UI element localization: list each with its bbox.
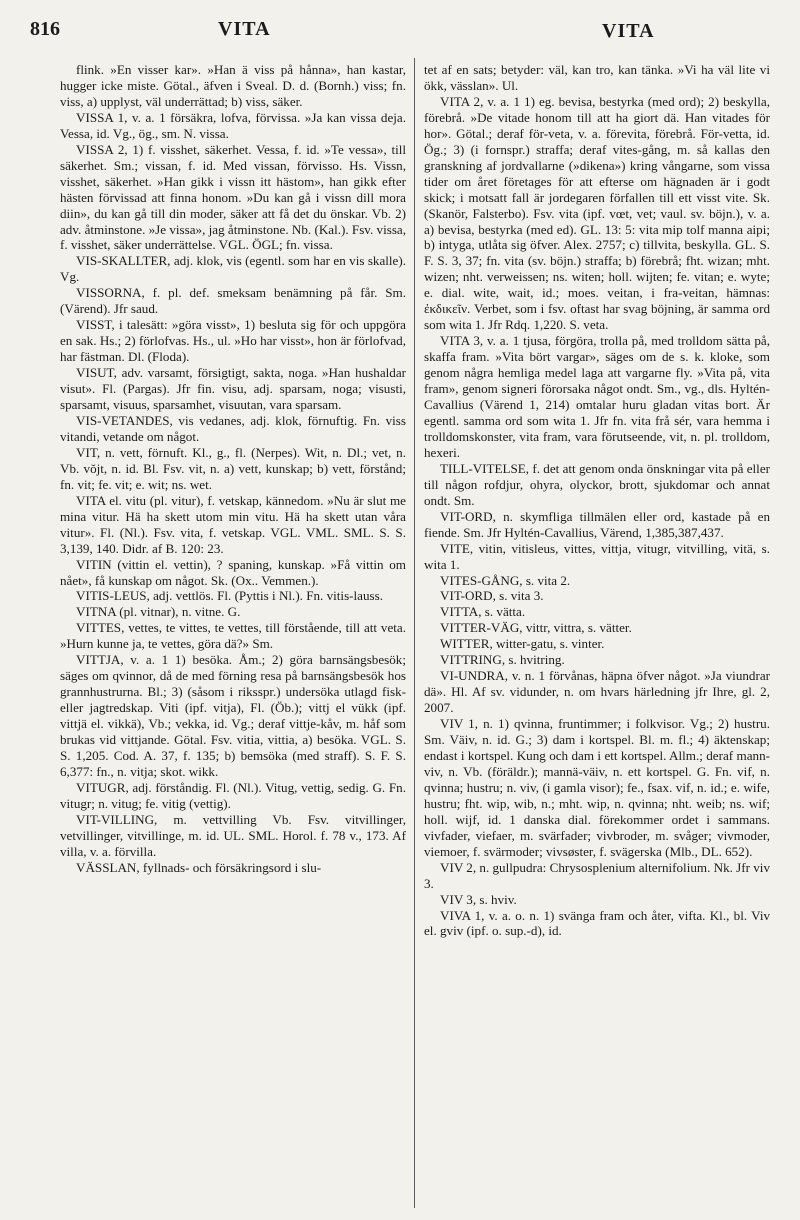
page-header xyxy=(30,14,770,48)
entry-viva-1: VIVA 1, v. a. o. n. 1) svänga fram och åter, vifta. Kl., bl. Viv el. gviv (ipf. o. sup.-d), id. xyxy=(424,907,770,939)
entry-vi-undra: VI-UNDRA, v. n. 1 förvånas, häpna öfver något. »Ja viundrar dä». Hl. Af sv. vidunder, n. om hvars härledning jfr Ihre, gl. 2, 2007. xyxy=(424,668,770,716)
running-head-left: VITA xyxy=(218,18,271,40)
entry-viv-2: VIV 2, n. gullpudra: Chrysosplenium alternifolium. Nk. Jfr viv 3. xyxy=(424,859,770,891)
entry-vit: VIT, n. vett, förnuft. Kl., g., fl. (Nerpes). Wit, n. Dl.; vet, n. Vb. vŏjt, n. id. Bl. Fsv. vit, n. a) vett, kunskap; b) vett, förstånd; fn. vit; fe. vit; e. wit; ns. wet. xyxy=(60,444,406,492)
entry-vitin: VITIN (vittin el. vettin), ? spaning, kunskap. »Få vittin om nået», få kunskap om något. Sk. (Ox.. Vemmen.). xyxy=(60,556,406,588)
running-head-right: VITA xyxy=(602,20,655,42)
entry-vita-3: VITA 3, v. a. 1 tjusa, förgöra, trolla på, med trolldom sätta på, skaffa fram. »Vita bört vargar», säges om de s. k. kloke, som genom några hemliga medel laga att vargarne fly. »Vita på, vita fram», genom signeri förorsaka något ondt. Sm., vg., dls. Hyltén-Cavallius (Värend 1, 214) omtalar huru gladan vitas bort. Är egentl. samma ord som wita 1. Jfr fn. vita frå sér, vara hemma i trolldomskonster, vita fram, vara förutseende, vit, n. pl. trolldom, hexeri. xyxy=(424,333,770,460)
entry-vit-villing: VIT-VILLING, m. vettvilling Vb. Fsv. vitvillinger, vetvillinger, vitvillinge, m. id. UL. SML. Horol. f. 78 v., 173. Af villa, v. a. förvilla. xyxy=(60,811,406,859)
entry-vita: VITA el. vitu (pl. vitur), f. vetskap, kännedom. »Nu är slut me mina vitur. Hä ha skett utom min vitu. Hä ha skett utan våra vitur». Fl. (Nl.). Fsv. vita, f. vetskap. VGL. VML. SML. S. S. 3,139, 140. Didr. af B. 120: 23. xyxy=(60,492,406,556)
entry-vita-2: VITA 2, v. a. 1 1) eg. bevisa, bestyrka (med ord); 2) beskylla, förebrå. »De vitade honom till att ha giort dä. Han vitades för hor». Götal.; deraf för-veta, v. a. förevita, förebrå. För-vetta, id. Ög.; 3) (i fornspr.) straffa; deraf vites-gång, m. så kallas den granskning af jordvallarne (»dikena») kring vångarne, som vissa tider om året företages för att efterse om hägnaden är i godt skick; i motsatt fall är jordegaren förfallen till ett visst vite. Sk. (Skanör, Falsterbo). Fsv. vita (ipf. vœt, vet; vaul. sv. böjn.), v. a. a) bevisa, bestyrka (med ed). GL. 13: 5: vita mip tolf manna aipi; b) intyga, utlåta sig öfver. Alex. 2757; c) tillvita, beskylla. GL. S. F. S. 3, 37; fn. vita (sv. böjn.) straffa; b) förebrå; fht. wizan; mht. wizen; nht. verweissen; ns. witen; holl. wijten; fe. vitan; e. wyte; e. dial. wite, wait, id.; moes. veitan, i fra-veitan, hämnas: ἐκδικεῖν. Verbet, som i fsv. oftast har svag böjning, är samma ord som wita 1. Jfr Rdq. 1,220. S. veta. xyxy=(424,93,770,333)
entry-vittring: VITTRING, s. hvitring. xyxy=(440,652,565,668)
entry-vite: VITE, vitin, vitisleus, vittes, vittja, vitugr, vitvilling, vitä, s. wita 1. xyxy=(424,540,770,572)
entry-vitugr: VITUGR, adj. förståndig. Fl. (Nl.). Vitug, vettig, sedig. G. Fn. vitugr; n. vitug; fe. vitig (vettig). xyxy=(60,779,406,811)
entry-vitis-leus: VITIS-LEUS, adj. vettlös. Fl. (Pyttis i Nl.). Fn. vitis-lauss. xyxy=(76,588,383,604)
entry-vis-vetandes: VIS-VETANDES, vis vedanes, adj. klok, förnuftig. Fn. viss vitandi, vetande om något. xyxy=(60,412,406,444)
entry-vitna: VITNA (pl. vitnar), n. vitne. G. xyxy=(76,604,241,620)
entry-vissa-2: VISSA 2, 1) f. visshet, säkerhet. Vessa, f. id. »Te vessa», till säkerhet. Sm.; vissan, f. id. Med vissan, förvisso. Hs. Vissn, visshet, säkerhet. »Han gikk i vissn itt hästom», han gikk efter hästen förvissad att finna honom. »Du kan gå i vissn dill mora diin», du kan gå till din moder, säker att få det du önskar. Vb. 2) adv. åtminstone. »Je vissa», jag åtminstone. Nb. (Kal.). Fsv. vissa, f. visshet, säker underrättelse. VGL. ÖGL; fn. vissa. xyxy=(60,141,406,253)
entry-vissorna: VISSORNA, f. pl. def. smeksam benämning på får. Sm. (Värend). Jfr saud. xyxy=(60,285,406,317)
entry-vittja: VITTJA, v. a. 1 1) besöka. Åm.; 2) göra barnsängsbesök; säges om qvinnor, då de med förning resa på barnsängsbesök hos grannhustrurna. Bl.; 3) (såsom i riksspr.) undersöka utlagd fisk- eller jagtredskap. Viti (ipf. vitja), Fl. (Öb.); vittj el vükk (ipf. vittjä el. vikkä), Vb.; vekka, id. Vg.; deraf vittje-kåv, m. håf som brukas vid vittjande. Götal. Fsv. vitia, vittia, a) besöka. VGL. S. S. 1,205. Cod. A. 37, f. 135; b) bemsöka (med straff). S. F. S. 6,377: fn., n. vitja; skot. wikk. xyxy=(60,652,406,779)
right-column xyxy=(424,62,770,1212)
entry-vit-ord: VIT-ORD, n. skymfliga tillmälen eller ord, kastade på en fiende. Sm. Jfr Hyltén-Cavallius, Värend, 1,385,387,437. xyxy=(424,508,770,540)
left-column xyxy=(60,62,406,1212)
entry-vasslan-cont: tet af en sats; betyder: väl, kan tro, kan tänka. »Vi ha väl lite vi ökk, vässlan». Ul. xyxy=(424,62,770,93)
entry-viv-3: VIV 3, s. hviv. xyxy=(440,891,517,907)
entry-vitta: VITTA, s. vätta. xyxy=(440,604,526,620)
entry-vit-ord-ref: VIT-ORD, s. vita 3. xyxy=(440,588,544,604)
entry-till-vitelse: TILL-VITELSE, f. det att genom onda önskningar vita på eller till någon rofdjur, ohyra, olyckor, brott, sjukdomar och annat ondt. Sm. xyxy=(424,460,770,508)
entry-witter: WITTER, witter-gatu, s. vinter. xyxy=(440,636,605,652)
entry-vites-gang: VITES-GÅNG, s. vita 2. xyxy=(440,572,571,588)
entry-vittes: VITTES, vettes, te vittes, te vettes, till förstående, till att veta. »Hurn kunne ja, te vettes, göra dä?» Sm. xyxy=(60,620,406,652)
entry-vissa-1: VISSA 1, v. a. 1 försäkra, lofva, förvissa. »Ja kan vissa deja. Vessa, id. Vg., ög., sm. N. vissa. xyxy=(60,109,406,141)
entry-flink: flink. »En visser kar». »Han ä viss på hånna», han kastar, hugger icke miste. Götal., äfven i Sveal. D. d. (Bornh.) viss; fn. viss, a) upplyst, väl underrättad; b) viss, säker. xyxy=(60,62,406,109)
page-number: 816 xyxy=(30,18,60,40)
entry-vasslan: VÄSSLAN, fyllnads- och försäkringsord i slu- xyxy=(76,859,322,875)
column-divider xyxy=(414,58,415,1208)
entry-visut: VISUT, adv. varsamt, försigtigt, sakta, noga. »Han hushaldar visut». Fl. (Pargas). Jfr fin. visu, adj. sparsam, noga; visusti, sparsamt, visuus, sparsamhet, visuutan, vara sparsam. xyxy=(60,365,406,413)
entry-visst: VISST, i talesätt: »göra visst», 1) besluta sig för och uppgöra en sak. Hs.; 2) förlofvas. Hs., ul. »Ho har visst», hon är förlofvad, har fästman. Dl. (Floda). xyxy=(60,317,406,365)
entry-vitter-vag: VITTER-VÄG, vittr, vittra, s. vätter. xyxy=(440,620,632,636)
entry-vis-skallter: VIS-SKALLTER, adj. klok, vis (egentl. som har en vis skalle). Vg. xyxy=(60,253,406,285)
entry-viv-1: VIV 1, n. 1) qvinna, fruntimmer; i folkvisor. Vg.; 2) hustru. Sm. Väiv, n. id. G.; 3) dam i kortspel. Bl. m. fl.; 4) äktenskap; endast i kortspel. Kung och dam i ett kortspel. Allm.; deraf mann-viv, n. Vb. (föräldr.); mannä-väiv, n. ett kortspel. G. Fn. vif, n. qvinna; hustru; n. viv, (i gamla visor); fe., fsax. vif, n. id.; e. wife, hustru; fht. wip, wib, n.; mht. wip, n. qvinna; nht. weib; ns. wif; holl. wijf, id. 1 danska dial. förekommer ordet i sammans. vivfader, viefaer, m. svärfader; vivbroder, m. svåger; vivmoder, viemoer, f. svärmoder; vivsøster, f. svägerska (Mlb., DL. 652). xyxy=(424,716,770,859)
